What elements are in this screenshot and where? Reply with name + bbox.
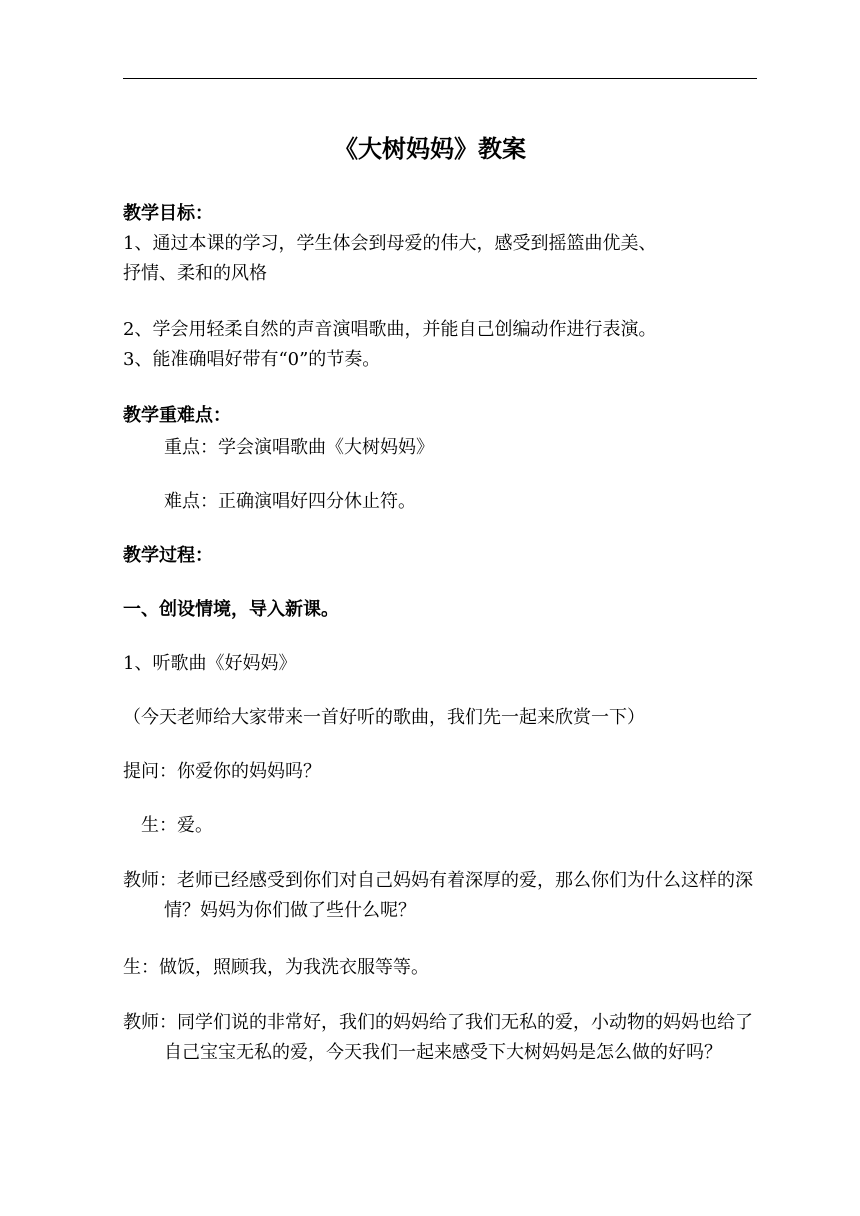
header-rule <box>123 78 757 79</box>
teacher-note: （今天老师给大家带来一首好听的歌曲，我们先一起来欣赏一下） <box>123 707 645 728</box>
student-answer-2: 生：做饭，照顾我，为我洗衣服等等。 <box>123 957 429 978</box>
section-1-heading: 一、创设情境，导入新课。 <box>123 599 339 620</box>
key-point-difficulty: 难点：正确演唱好四分休止符。 <box>164 491 416 512</box>
question: 提问：你爱你的妈妈吗？ <box>123 761 321 782</box>
objectives-heading: 教学目标： <box>123 203 213 224</box>
objective-2: 2、学会用轻柔自然的声音演唱歌曲，并能自己创编动作进行表演。 <box>123 319 657 340</box>
teacher-dialogue-1: 教师：老师已经感受到你们对自己妈妈有着深厚的爱，那么你们为什么这样的深情？妈妈为你们做了些什么呢？ <box>123 870 753 921</box>
key-points-heading: 教学重难点： <box>123 405 231 426</box>
page-title: 《大树妈妈》教案 <box>334 135 526 163</box>
teacher-dialogue-2: 教师：同学们说的非常好，我们的妈妈给了我们无私的爱，小动物的妈妈也给了自己宝宝无私的爱，今天我们一起来感受下大树妈妈是怎么做的好吗？ <box>123 1012 753 1063</box>
process-heading: 教学过程： <box>123 545 213 566</box>
objective-1-line-1: 1、通过本课的学习，学生体会到母爱的伟大，感受到摇篮曲优美、 <box>123 233 657 254</box>
key-point-focus: 重点：学会演唱歌曲《大树妈妈》 <box>164 437 434 458</box>
step-1: 1、听歌曲《好妈妈》 <box>123 653 297 674</box>
student-answer-1: 生：爱。 <box>141 815 213 836</box>
objective-3: 3、能准确唱好带有“0”的节奏。 <box>123 349 381 370</box>
objective-1-line-2: 抒情、柔和的风格 <box>123 263 267 284</box>
